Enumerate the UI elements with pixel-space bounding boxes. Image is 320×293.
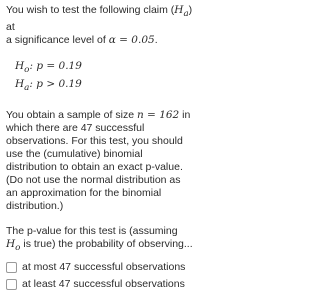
option-checkbox[interactable] bbox=[6, 279, 17, 290]
claim-intro: You wish to test the following claim $(H_a)$ at a significance level of α = 0.05. bbox=[6, 4, 193, 47]
p-value-question: The p-value for this test is (assuming $H_o$ is true) the probability of observing... bbox=[6, 225, 193, 254]
sample-size-expression: n = 162 bbox=[136, 109, 180, 122]
null-hypothesis: $H_o$: p = 0.19 bbox=[15, 60, 82, 76]
option-checkbox[interactable] bbox=[6, 262, 17, 273]
option-label: at most 47 successful observations bbox=[22, 261, 186, 274]
alternative-hypothesis: $H_a$: p > 0.19 bbox=[15, 78, 82, 94]
intro-text: You wish to test the following claim ( bbox=[6, 4, 175, 16]
ha-symbol: $H_a$ bbox=[174, 4, 189, 20]
alpha-expression: α = 0.05 bbox=[108, 34, 155, 47]
option-at-most[interactable] bbox=[6, 259, 194, 276]
significance-text: a significance level of bbox=[6, 34, 109, 47]
intro-text-end: ) at bbox=[6, 4, 193, 34]
hypotheses bbox=[6, 59, 194, 95]
option-at-least[interactable] bbox=[6, 276, 194, 293]
sample-description: You obtain a sample of size n = 162 in which there are 47 successful observations. For this test, you should use the (cumulative) binomial distribution to obtain an exact p-value. (Do not use the normal distribution as an approximation for the binomial distribution.) bbox=[6, 109, 191, 213]
h0-symbol: $H_o$ bbox=[6, 238, 21, 254]
option-label: at least 47 successful observations bbox=[22, 278, 185, 291]
